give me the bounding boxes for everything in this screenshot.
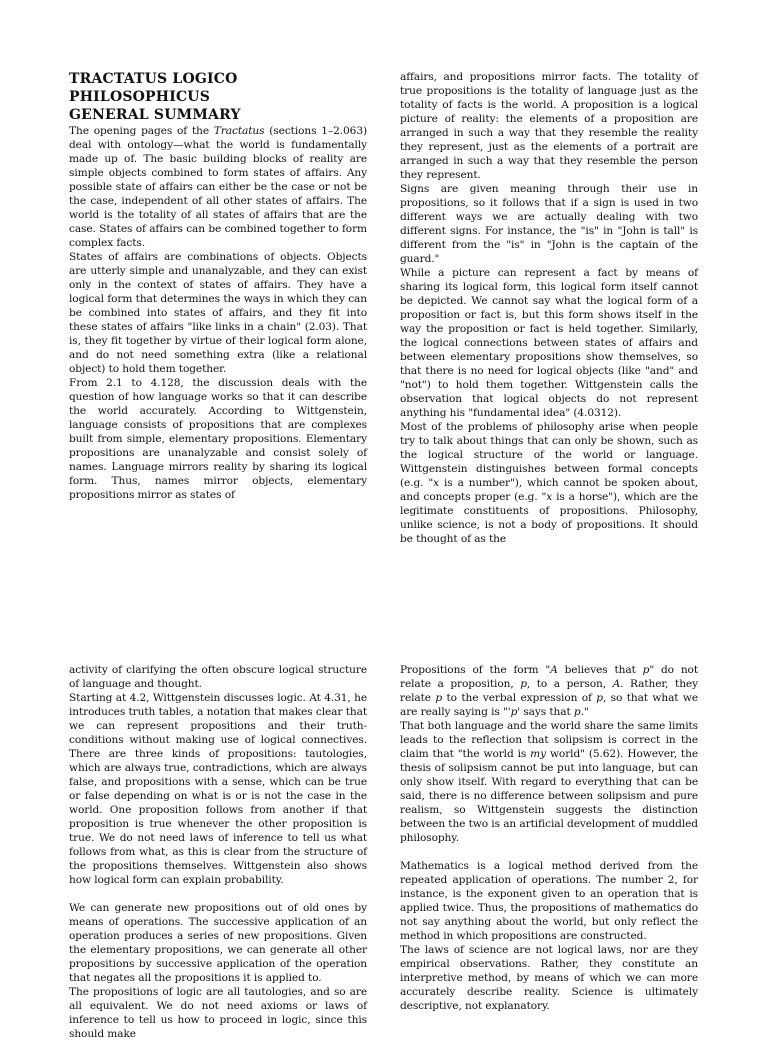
section-heading: GENERAL SUMMARY [69, 107, 241, 123]
paragraph: Propositions of the form "A believes that p" do not relate a proposition, p, to a person, A. Rather, they relate p to the verbal expression of p, so that what we are really saying is "'p' says that p." [400, 664, 699, 718]
paragraph: The opening pages of the Tractatus (sections 1–2.063) deal with ontology—what the world is fundamentally made up of. The basic building blocks of reality are simple objects combined to form states of affairs. Any possible state of affairs can either be the case or not be the case, independent of all other states of affairs. The world is the totality of all states of affairs that are the case. States of affairs can be combined together to form complex facts. [69, 125, 367, 249]
column-1 [69, 70, 367, 502]
paragraph: While a picture can represent a fact by means of sharing its logical form, this logical form itself cannot be depicted. We cannot say what the logical form of a proposition or fact is, but this form shows itself in the way the proposition or fact is held together. Similarly, the logical connections between states of affairs and between elementary propositions show themselves, so that there is no need for logical objects (like "and" and "not") to hold them together. Wittgenstein calls the observation that logical objects do not represent anything his "fundamental idea" (4.0312). [400, 267, 698, 419]
column-4 [400, 663, 698, 1013]
paragraph: The laws of science are not logical laws, nor are they empirical observations. Rather, they constitute an interpretive method, by means of which we can more accurately describe reality. Science is ultimately descriptive, not explanatory. [400, 944, 698, 1012]
paragraph: The propositions of logic are all tautologies, and so are all equivalent. We do not need axioms or laws of inference to tell us how to proceed in logic, since this should make [69, 986, 367, 1040]
paragraph: affairs, and propositions mirror facts. The totality of true propositions is the totality of language just as the totality of facts is the world. A proposition is a logical picture of reality: the elements of a proposition are arranged in such a way that they resemble the reality they represent, just as the elements of a portrait are arranged in such a way that they resemble the person they represent. [400, 71, 698, 181]
paragraph: Starting at 4.2, Wittgenstein discusses logic. At 4.31, he introduces truth tables, a notation that makes clear that we can represent propositions and their truth-conditions without making use of logical connectives. There are three kinds of propositions: tautologies, which are always true, contradictions, which are always false, and propositions with a sense, which can be true or false depending on what is or is not the case in the world. One proposition follows from another if that proposition is true whenever the other proposition is true. We do not need laws of inference to tell us what follows from what, as this is clear from the structure of the propositions themselves. Wittgenstein also shows how logical form can explain probability. [69, 692, 367, 886]
document-title [69, 70, 367, 106]
paragraph: Mathematics is a logical method derived from the repeated application of operations. The number 2, for instance, is the exponent given to an operation that is applied twice. Thus, the propositions of mathematics do not say anything about the world, but only reflect the method in which propositions are constructed. [400, 860, 698, 942]
paragraph: That both language and the world share the same limits leads to the reflection that solipsism is correct in the claim that "the world is my world" (5.62). However, the thesis of solipsism cannot be put into language, but can only show itself. With regard to everything that can be said, there is no difference between solipsism and pure realism, so Wittgenstein suggests the distinction between the two is an artificial development of muddled philosophy. [400, 720, 698, 844]
column-3 [69, 663, 367, 1041]
paragraph: Signs are given meaning through their use in propositions, so it follows that if a sign is used in two different ways we are actually dealing with two different signs. For instance, the "is" in "John is tall" is different from the "is" in "John is the captain of the guard." [400, 183, 698, 265]
title-line-2: PHILOSOPHICUS [69, 89, 211, 105]
paragraph: activity of clarifying the often obscure logical structure of language and thought. [69, 664, 367, 690]
paragraph: We can generate new propositions out of old ones by means of operations. The successive application of an operation produces a series of new propositions. Given the elementary propositions, we can generate all other propositions by successive application of the operation that negates all the propositions it is applied to. [69, 902, 367, 984]
paragraph: Most of the problems of philosophy arise when people try to talk about things that can only be shown, such as the logical structure of the world or language. Wittgenstein distinguishes between formal concepts (e.g. "x is a number"), which cannot be spoken about, and concepts proper (e.g. "x is a horse"), which are the legitimate constituents of propositions. Philosophy, unlike science, is not a body of propositions. It should be thought of as the [400, 421, 698, 545]
paragraph: From 2.1 to 4.128, the discussion deals with the question of how language works so that it can describe the world accurately. According to Wittgenstein, language consists of propositions that are complexes built from simple, elementary propositions. Elementary propositions are unanalyzable and consist solely of names. Language mirrors reality by sharing its logical form. Thus, names mirror objects, elementary propositions mirror as states of [69, 377, 367, 501]
paragraph: States of affairs are combinations of objects. Objects are utterly simple and unanalyzable, and they can exist only in the context of states of affairs. They have a logical form that determines the ways in which they can be combined into states of affairs, and they fit into these states of affairs "like links in a chain" (2.03). That is, they fit together by virtue of their logical form alone, and do not need something extra (like a relational object) to hold them together. [69, 251, 367, 375]
title-line-1: TRACTATUS LOGICO [69, 71, 238, 87]
column-2 [400, 70, 698, 546]
